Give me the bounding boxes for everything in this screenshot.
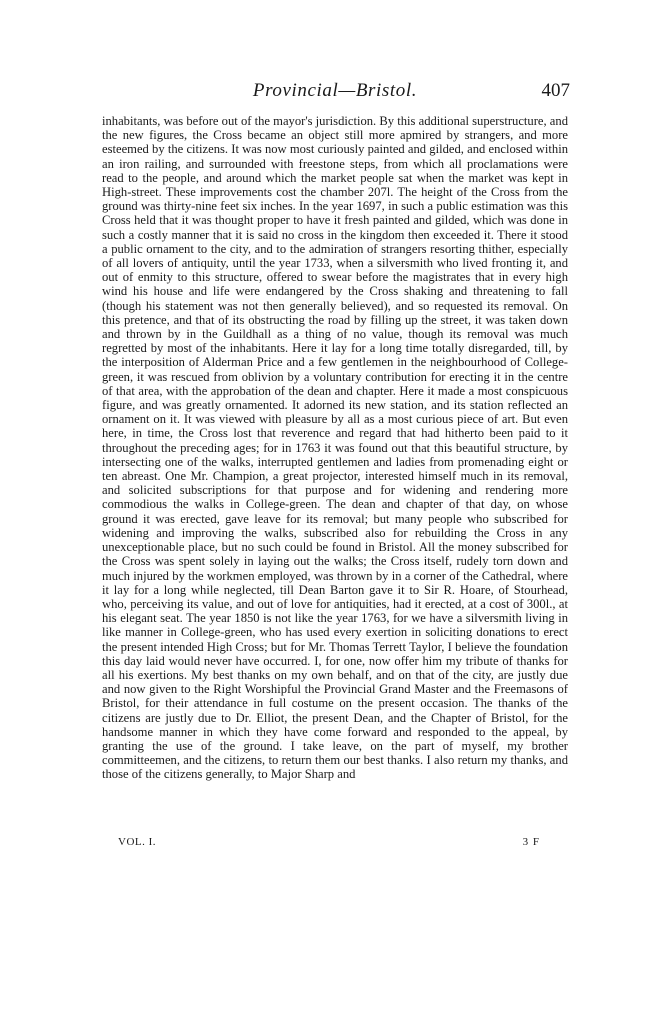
signature-mark: 3 F bbox=[522, 836, 540, 848]
running-head bbox=[100, 80, 570, 106]
volume-mark: VOL. I. bbox=[118, 836, 157, 848]
body-paragraph: inhabitants, was before out of the mayor's jurisdiction. By this additional superstructure, and the new figures, the Cross became an object still more apmired by strangers, and more esteemed by the citizens. It was now most curiously painted and gilded, and enclosed within an iron railing, and surrounded with freestone steps, from which all proclamations were read to the people, and around which the market people sat when the market was kept in High-street. These improvements cost the chamber 207l. The height of the Cross from the ground was thirty-nine feet six inches. In the year 1697, in such a public estimation was this Cross held that it was thought proper to have it fresh painted and gilded, which was done in such a costly manner that it is said no cross in the kingdom then exceeded it. There it stood a public ornament to the city, and to the admiration of strangers resorting thither, especially of all lovers of antiquity, until the year 1733, when a silversmith who lived fronting it, and out of enmity to this structure, offered to swear before the magistrates that in every high wind his house and life were endangered by the Cross shaking and threatening to fall (though his statement was not then generally believed), and so requested its removal. On this pretence, and that of its obstructing the road by filling up the street, it was taken down and thrown by in the Guildhall as a thing of no value, though its removal was much regretted by most of the inhabitants. Here it lay for a long time totally disregarded, till, by the interposition of Alderman Price and a few gentlemen in the neighbourhood of College-green, it was rescued from oblivion by a voluntary contribution for erecting it in the centre of that area, with the approbation of the dean and chapter. Here it made a most conspicuous figure, and was greatly ornamented. It adorned its new station, and its station reflected an ornament on it. It was viewed with pleasure by all as a most curious piece of art. But even here, in time, the Cross lost that reverence and regard that had hitherto been paid to it throughout the preceding ages; for in 1763 it was found out that this beautiful structure, by intersecting one of the walks, interrupted gentlemen and ladies from promenading eight or ten abreast. One Mr. Champion, a great projector, interested himself much in its removal, and solicited subscriptions for that purpose and for widening and rendering more commodious the walks in College-green. The dean and chapter of that day, on whose ground it was erected, gave leave for its removal; but many people who subscribed for widening and improving the walks, subscribed also for rebuilding the Cross in any unexceptionable place, but no such could be found in Bristol. All the money subscribed for the Cross was spent solely in laying out the walks; the Cross itself, rudely torn down and much injured by the workmen employed, was thrown by in a corner of the Cathedral, where it lay for a long while neglected, till Dean Barton gave it to Sir R. Hoare, of Stourhead, who, perceiving its value, and out of love for antiquities, had it erected, at a cost of 300l., at his elegant seat. The year 1850 is not like the year 1763, for we have a silversmith living in like manner in College-green, who has used every exertion in soliciting donations to erect the present intended High Cross; but for Mr. Thomas Terrett Taylor, I believe the foundation this day laid would never have occurred. I, for one, now offer him my tribute of thanks for all his exertions. My best thanks on my own behalf, and on that of the city, are justly due and now given to the Right Worshipful the Provincial Grand Master and the Freemasons of Bristol, for their attendance in full costume on the present occasion. The thanks of the citizens are justly due to Dr. Elliot, the present Dean, and the Chapter of Bristol, for the handsome manner in which they have come forward and responded to the appeal, by granting the use of the ground. I take leave, on the part of myself, my brother committeemen, and the citizens, to return them our best thanks. I also return my thanks, and those of the citizens generally, to Major Sharp and bbox=[102, 114, 568, 782]
page-number: 407 bbox=[541, 80, 570, 101]
running-title: Provincial—Bristol. bbox=[252, 80, 418, 101]
page-footer bbox=[102, 836, 568, 852]
body-text bbox=[102, 114, 568, 782]
